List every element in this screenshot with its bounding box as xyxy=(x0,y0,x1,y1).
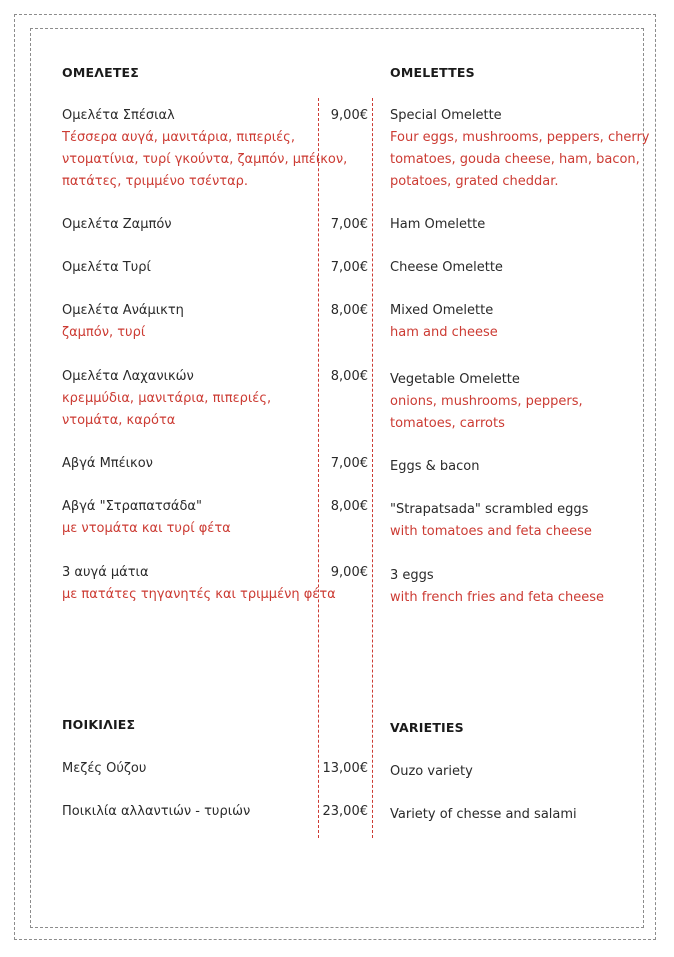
item-desc-en: with tomatoes and feta cheese xyxy=(390,524,592,539)
item-name-en: "Strapatsada" scrambled eggs xyxy=(390,502,589,517)
item-price: 13,00€ xyxy=(322,761,368,776)
item-desc-gr: με ντομάτα και τυρί φέτα xyxy=(62,521,231,536)
item-name-gr: Αβγά Μπέικον xyxy=(62,456,153,471)
item-price: 8,00€ xyxy=(330,369,368,384)
item-name-gr: 3 αυγά μάτια xyxy=(62,565,149,580)
item-name-en: Mixed Omelette xyxy=(390,303,494,318)
section-heading-varieties-gr: ΠΟΙΚΙΛΙΕΣ xyxy=(62,717,136,732)
section-heading-omelettes-en: OMELETTES xyxy=(390,65,475,80)
item-desc-en: tomatoes, gouda cheese, ham, bacon, xyxy=(390,152,640,167)
item-price: 7,00€ xyxy=(330,456,368,471)
item-name-en: Variety of chesse and salami xyxy=(390,807,577,822)
item-name-gr: Αβγά "Στραπατσάδα" xyxy=(62,499,202,514)
item-price: 9,00€ xyxy=(330,108,368,123)
item-name-gr: Ομελέτα Σπέσιαλ xyxy=(62,108,175,123)
item-name-gr: Ομελέτα Τυρί xyxy=(62,260,151,275)
item-name-gr: Ομελέτα Ανάμικτη xyxy=(62,303,184,318)
item-name-en: Ham Omelette xyxy=(390,217,486,232)
item-name-en: Special Omelette xyxy=(390,108,502,123)
item-name-en: Vegetable Omelette xyxy=(390,372,520,387)
item-desc-gr: κρεμμύδια, μανιτάρια, πιπεριές, xyxy=(62,391,272,406)
item-price: 8,00€ xyxy=(330,303,368,318)
item-desc-gr: πατάτες, τριμμένο τσένταρ. xyxy=(62,174,249,189)
column-divider-right xyxy=(372,98,373,838)
item-desc-gr: με πατάτες τηγανητές και τριμμένη φέτα xyxy=(62,587,336,602)
item-name-en: Cheese Omelette xyxy=(390,260,503,275)
item-name-gr: Ομελέτα Ζαμπόν xyxy=(62,217,172,232)
item-desc-en: potatoes, grated cheddar. xyxy=(390,174,559,189)
item-name-en: Eggs & bacon xyxy=(390,459,480,474)
section-heading-varieties-en: VARIETIES xyxy=(390,720,464,735)
item-name-en: Ouzo variety xyxy=(390,764,473,779)
item-desc-en: Four eggs, mushrooms, peppers, cherry xyxy=(390,130,650,145)
item-price: 8,00€ xyxy=(330,499,368,514)
item-desc-en: with french fries and feta cheese xyxy=(390,590,605,605)
item-name-gr: Ποικιλία αλλαντιών - τυριών xyxy=(62,804,251,819)
item-desc-gr: Τέσσερα αυγά, μανιτάρια, πιπεριές, xyxy=(62,130,295,145)
section-heading-omelettes-gr: ΟΜΕΛΕΤΕΣ xyxy=(62,65,140,80)
item-desc-en: tomatoes, carrots xyxy=(390,416,505,431)
item-price: 9,00€ xyxy=(330,565,368,580)
item-name-en: 3 eggs xyxy=(390,568,434,583)
item-price: 7,00€ xyxy=(330,217,368,232)
item-name-gr: Μεζές Ούζου xyxy=(62,761,147,776)
item-desc-gr: ντοματίνια, τυρί γκούντα, ζαμπόν, μπέικον, xyxy=(62,152,348,167)
item-desc-gr: ζαμπόν, τυρί xyxy=(62,325,146,340)
item-price: 7,00€ xyxy=(330,260,368,275)
item-desc-en: onions, mushrooms, peppers, xyxy=(390,394,583,409)
item-desc-gr: ντομάτα, καρότα xyxy=(62,413,176,428)
item-desc-en: ham and cheese xyxy=(390,325,498,340)
item-name-gr: Ομελέτα Λαχανικών xyxy=(62,369,194,384)
item-price: 23,00€ xyxy=(322,804,368,819)
